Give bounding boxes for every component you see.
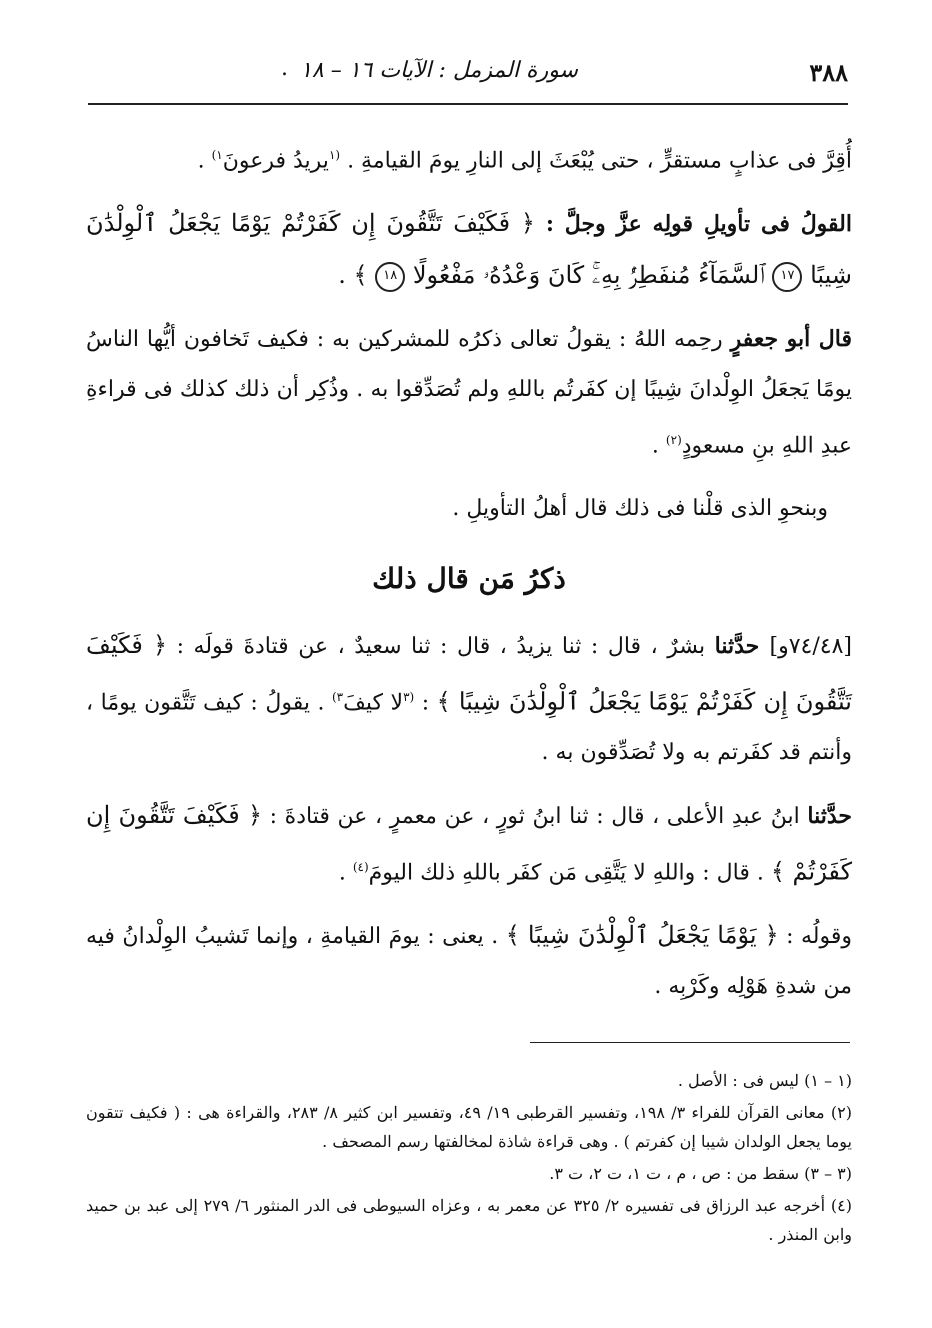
p3-text: رحِمه اللهُ : يقولُ تعالى ذكرُه للمشركين به : فكيف تَخافون أيُّها الناسُ يومًا يَجعَلُ الوِلْدانَ شِيبًا إن كفَرتُم باللهِ ولم تُصَدِّقوا به . وذُكِر أن ذلك كذلك فى قراءةِ عبدِ اللهِ بنِ مسعودٍ: [86, 327, 852, 459]
paragraph-1: [86, 130, 852, 186]
p3-end: .: [651, 433, 666, 459]
manuscript-marker: [٧٤/٤٨و]: [769, 633, 852, 659]
p1-text: أُقِرَّ فى عذابٍ مستقرٍّ ، حتى يُبْعَثَ إلى النارِ يومَ القيامةِ .: [340, 148, 852, 174]
footnote-rule: [530, 1042, 850, 1043]
p3-lead: قال أبو جعفرٍ: [730, 326, 852, 353]
header-dot: .: [281, 56, 288, 81]
p1-text2: يريدُ فرعونَ: [222, 148, 329, 174]
p1-end: .: [197, 148, 212, 174]
quran-verse-2: ٱلسَّمَآءُ مُنفَطِرُۢ بِهِۦۚ كَانَ وَعْدُهُۥ مَفْعُولًا: [405, 261, 773, 290]
paragraph-6: [86, 790, 852, 898]
paragraph-4: وبنحوِ الذى قلْنا فى ذلك قال أهلُ التأويلِ .: [452, 495, 828, 521]
header-rule: [88, 103, 848, 105]
p5-lead: حدَّثنا: [714, 632, 770, 659]
p6-end: .: [338, 860, 353, 886]
page-number: ٣٨٨: [809, 58, 848, 87]
footnote-ref-3-open: (٣: [403, 689, 415, 704]
footnote-3: (٣ – ٣) سقط من : ص ، م ، ت ١، ت ٢، ت ٣.: [549, 1164, 852, 1183]
quran-verse-5: ﴿ يَوْمًا يَجْعَلُ ٱلْوِلْدَٰنَ شِيبًا ﴾: [505, 921, 779, 950]
paragraph-7: [86, 910, 852, 1012]
footnote-ref-3-close: ٣): [331, 689, 344, 704]
p2-lead: القولُ فى تأويلِ قولِه عزَّ وجلَّ :: [534, 211, 852, 238]
quran-verse-1: ﴿ فَكَيْفَ تَتَّقُونَ إِن كَفَرْتُمْ يَوْمًا يَجْعَلُ ٱلْوِلْدَٰنَ شِيبًا: [86, 209, 852, 290]
ayah-number-18: ١٨: [375, 262, 405, 292]
p6-text2: . قال : واللهِ لا يَتَّقِى مَن كفَر باللهِ ذلك اليومَ: [368, 860, 771, 886]
paragraph-2: [86, 198, 852, 302]
paragraph-3: [86, 314, 852, 471]
p6-lead: حدَّثنا: [807, 802, 852, 829]
paragraph-5: [86, 620, 852, 778]
main-text: [86, 130, 852, 1024]
p5-text3: . يقولُ : كيف تَتَّقون يومًا ، وأنتم قد كفَرتم به ولا تُصَدِّقون به .: [86, 689, 852, 765]
footnote-4: (٤) أخرجه عبد الرزاق فى تفسيره ٢/ ٣٢٥ عن معمر به ، وعزاه السيوطى فى الدر المنثور ٦/ ٢٧٩ إلى عبد بن حميد وابن المنذر .: [86, 1196, 852, 1244]
quran-verse-4: ﴿ فَكَيْفَ تَتَّقُونَ إِن كَفَرْتُمْ ﴾: [86, 800, 852, 886]
ayah-number-17: ١٧: [772, 262, 802, 292]
p5-text: بشرٌ ، قال : ثنا يزيدُ ، قال : ثنا سعيدٌ ، عن قتادةَ قولَه :: [167, 633, 715, 659]
footnote-1: (١ – ١) ليس فى : الأصل .: [677, 1071, 852, 1090]
page-header: [88, 52, 848, 96]
quran-verse-end: ﴾ .: [338, 261, 376, 290]
p5-quote: لا كيفَ: [343, 689, 404, 715]
footnote-2: (٢) معانى القرآن للفراء ٣/ ١٩٨، وتفسير القرطبى ١٩/ ٤٩، وتفسير ابن كثير ٨/ ٢٨٣، والقراءة هى : ( فكيف تتقون يوما يجعل الولدان شيبا إن كفرتم ) . وهى قراءة شاذة لمخالفتها رسم المصحف .: [86, 1103, 852, 1151]
footnotes: [86, 1066, 852, 1252]
section-heading: ذكرُ مَن قال ذلك: [372, 561, 566, 595]
running-title: سورة المزمل : الآيات ١٦ – ١٨: [300, 58, 578, 83]
footnote-ref-1-open: (١: [328, 148, 341, 162]
quran-verse-3: ﴿ فَكَيْفَ تَتَّقُونَ إِن كَفَرْتُمْ يَوْمًا يَجْعَلُ ٱلْوِلْدَٰنَ شِيبًا ﴾: [86, 630, 852, 715]
footnote-ref-2: (٢): [665, 433, 682, 448]
p6-text: ابنُ عبدِ الأعلى ، قال : ثنا ابنُ ثورٍ ، عن معمرٍ ، عن قتادةَ :: [262, 803, 808, 829]
footnote-ref-4: (٤): [352, 859, 369, 874]
p5-text2: :: [414, 689, 437, 715]
footnote-ref-1-close: ١): [211, 148, 223, 162]
p7-text: . يعنى : يومَ القيامةِ ، وإنما تَشيبُ الوِلْدانُ فيه من شدةِ هَوْلِه وكَرْبِه .: [86, 924, 852, 1000]
p7-lead: وقولُه :: [778, 924, 853, 950]
